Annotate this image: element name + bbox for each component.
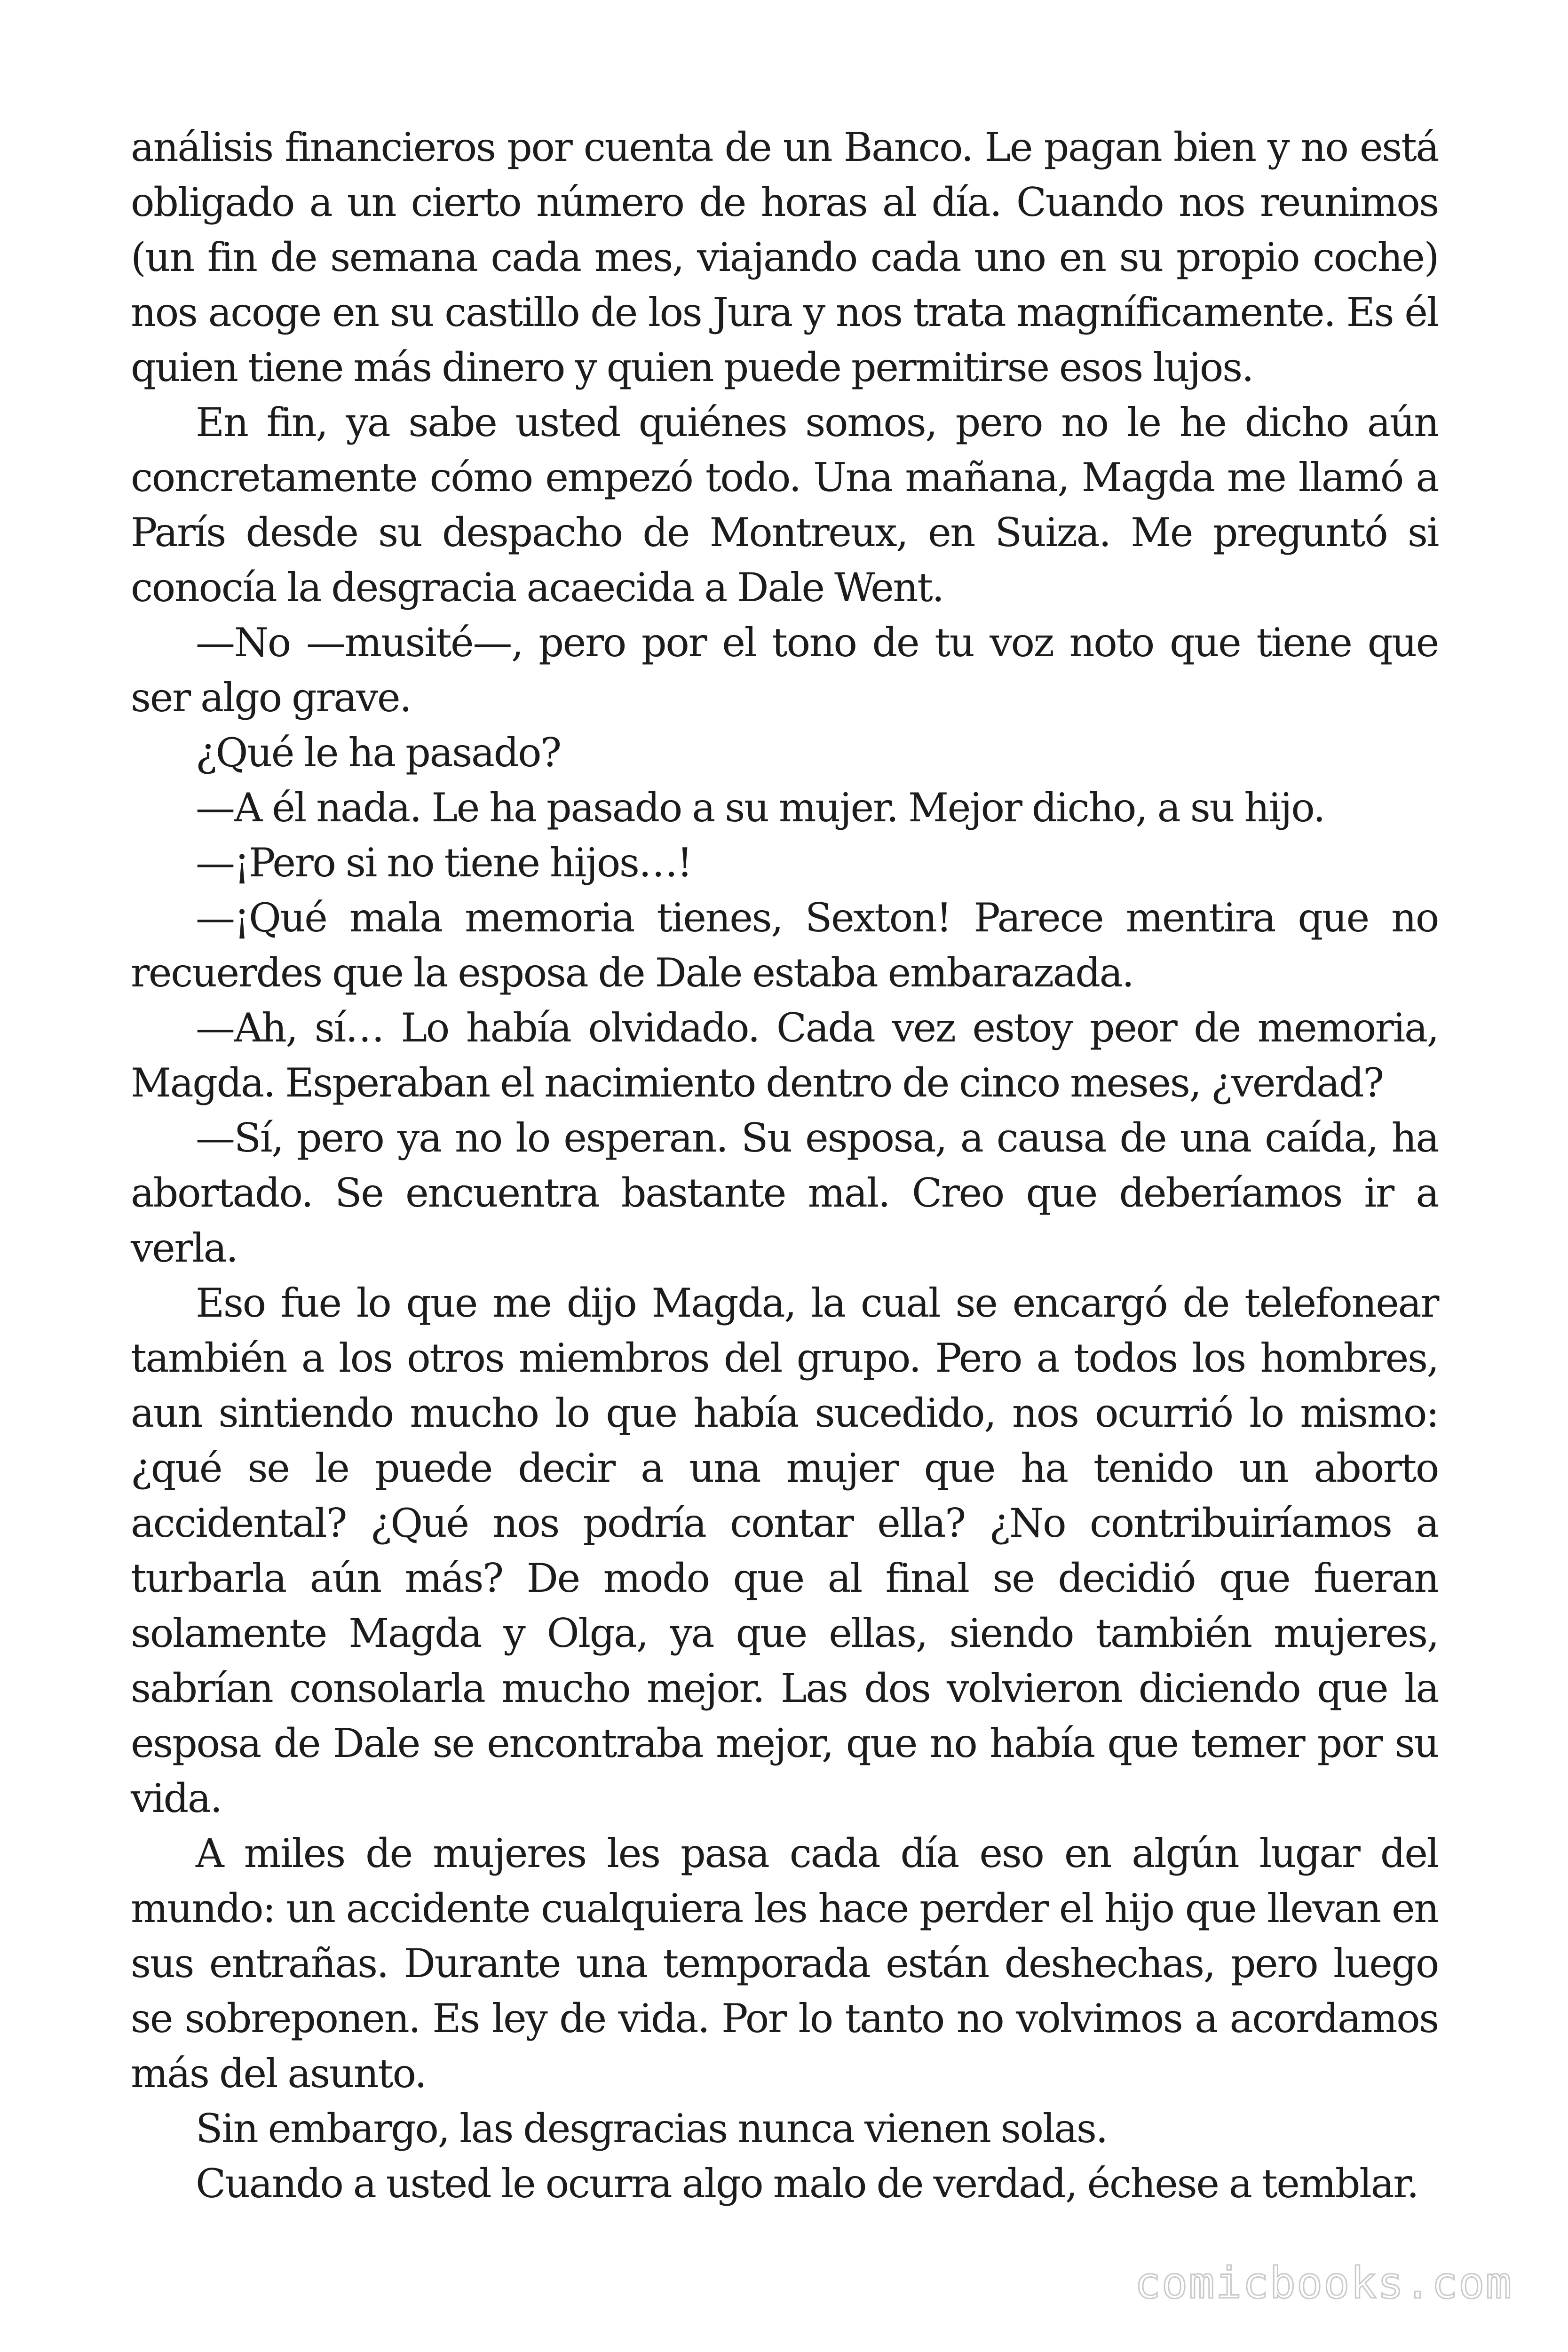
watermark: comicbooks.com [1134,2258,1513,2308]
paragraph: análisis financieros por cuenta de un Banco. Le pagan bien y no está obligado a un cierto número de horas al día. Cuando nos reunimos (un fin de semana cada mes, viajando cada uno en su propio coche) nos acoge en su castillo de los Jura y nos trata magníficamente. Es él quien tiene más dinero y quien puede permitirse esos lujos. [131,124,1438,390]
paragraph: —¡Qué mala memoria tienes, Sexton! Parece mentira que no recuerdes que la esposa de Dale estaba embarazada. [131,895,1438,996]
paragraph: En fin, ya sabe usted quiénes somos, pero no le he dicho aún concretamente cómo empezó todo. Una mañana, Magda me llamó a París desde su despacho de Montreux, en Suiza. Me preguntó si conocía la desgracia acaecida a Dale Went. [131,399,1438,611]
paragraph: —A él nada. Le ha pasado a su mujer. Mejor dicho, a su hijo. [196,785,1325,831]
paragraph: —No —musité—, pero por el tono de tu voz noto que tiene que ser algo grave. [131,620,1438,721]
paragraph: ¿Qué le ha pasado? [196,730,561,776]
paragraph: Sin embargo, las desgracias nunca vienen solas. [196,2106,1107,2152]
paragraph: A miles de mujeres les pasa cada día eso en algún lugar del mundo: un accidente cualquiera les hace perder el hijo que llevan en sus entrañas. Durante una temporada están deshechas, pero luego se sobreponen. Es ley de vida. Por lo tanto no volvimos a acordamos más del asunto. [131,1830,1438,2097]
paragraph: Cuando a usted le ocurra algo malo de verdad, échese a temblar. [196,2161,1418,2207]
page-body [131,120,1438,2211]
paragraph: —¡Pero si no tiene hijos…! [196,840,692,886]
paragraph: —Ah, sí… Lo había olvidado. Cada vez estoy peor de memoria, Magda. Esperaban el nacimiento dentro de cinco meses, ¿verdad? [131,1005,1438,1106]
paragraph: —Sí, pero ya no lo esperan. Su esposa, a causa de una caída, ha abortado. Se encuentra bastante mal. Creo que deberíamos ir a verla. [131,1115,1438,1271]
paragraph: Eso fue lo que me dijo Magda, la cual se encargó de telefonear también a los otros miembros del grupo. Pero a todos los hombres, aun sintiendo mucho lo que había sucedido, nos ocurrió lo mismo: ¿qué se le puede decir a una mujer que ha tenido un aborto accidental? ¿Qué nos podría contar ella? ¿No contribuiríamos a turbarla aún más? De modo que al final se decidió que fueran solamente Magda y Olga, ya que ellas, siendo también mujeres, sabrían consolarla mucho mejor. Las dos volvieron diciendo que la esposa de Dale se encontraba mejor, que no había que temer por su vida. [131,1280,1438,1821]
